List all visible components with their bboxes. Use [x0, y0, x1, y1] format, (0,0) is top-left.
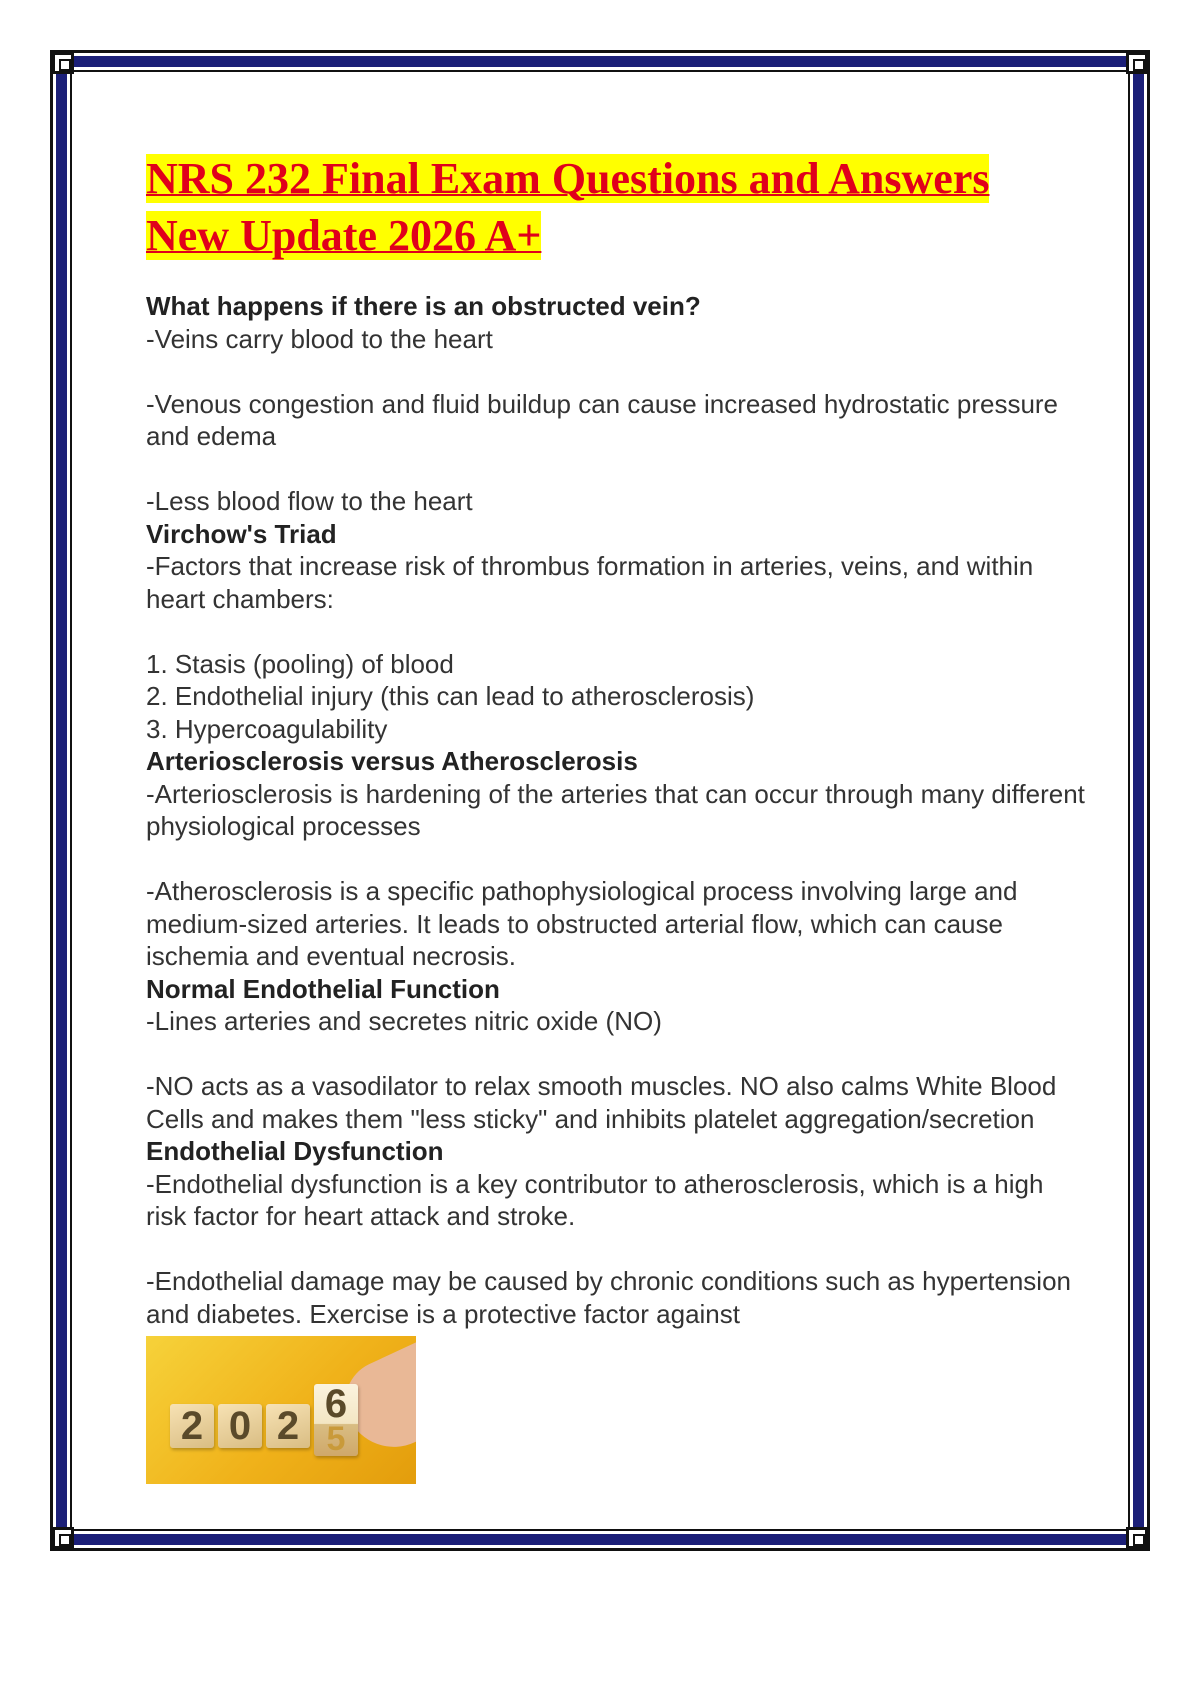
answer-text: -Endothelial dysfunction is a key contributor to atherosclerosis, which is a high risk factor for heart attack and stroke. -Endothelial damage may be caused by chronic conditions such as hypertension and diabetes. Exercise is a protective factor against — [146, 1168, 1071, 1329]
question-heading: Endothelial Dysfunction — [146, 1136, 444, 1166]
flip-cube-bottom-digit: 5 — [326, 1420, 346, 1458]
qa-item — [146, 290, 1086, 518]
qa-item — [146, 973, 1086, 1136]
question-heading: Arteriosclerosis versus Atherosclerosis — [146, 746, 638, 776]
question-heading: Virchow's Triad — [146, 518, 337, 549]
document-title — [146, 150, 1086, 264]
answer-text: -Veins carry blood to the heart -Venous congestion and fluid buildup can cause increased hydrostatic pressure and edema -Less blood flow to the heart — [146, 323, 1059, 516]
qa-item — [146, 1135, 1086, 1330]
year-cube: 2 — [266, 1404, 310, 1448]
flipping-year-cube — [314, 1384, 358, 1456]
question-heading: What happens if there is an obstructed vein? — [146, 291, 701, 321]
qa-list — [146, 290, 1086, 1330]
corner-ornament — [52, 52, 74, 74]
corner-ornament — [52, 1527, 74, 1549]
document-body — [146, 150, 1086, 1484]
flip-cube-top-digit: 6 — [324, 1382, 348, 1426]
qa-item — [146, 518, 1086, 746]
qa-item — [146, 745, 1086, 973]
year-cube: 2 — [170, 1404, 214, 1448]
question-heading: Normal Endothelial Function — [146, 973, 500, 1004]
corner-ornament — [1126, 52, 1148, 74]
corner-ornament — [1126, 1527, 1148, 1549]
title-line-1: NRS 232 Final Exam Questions and Answers — [146, 154, 990, 203]
answer-text: -Arteriosclerosis is hardening of the arteries that can occur through many different physiological processes -Atherosclerosis is a specific pathophysiological process involving large and medium-sized arteries. It leads to obstructed arterial flow, which can cause ischemia and eventual necrosis. — [146, 778, 1085, 971]
title-line-2: New Update 2026 A+ — [146, 211, 542, 260]
answer-text: -Factors that increase risk of thrombus formation in arteries, veins, and within heart chambers: 1. Stasis (pooling) of blood 2. Endothelial injury (this can lead to atherosclerosis) 3. Hypercoagulability — [146, 551, 1034, 744]
year-cubes-image — [146, 1336, 416, 1484]
answer-text: -Lines arteries and secretes nitric oxide (NO) -NO acts as a vasodilator to relax smooth muscles. NO also calms White Blood Cells and makes them "less sticky" and inhibits platelet aggregation/secretion — [146, 1006, 1057, 1134]
year-cube: 0 — [218, 1404, 262, 1448]
